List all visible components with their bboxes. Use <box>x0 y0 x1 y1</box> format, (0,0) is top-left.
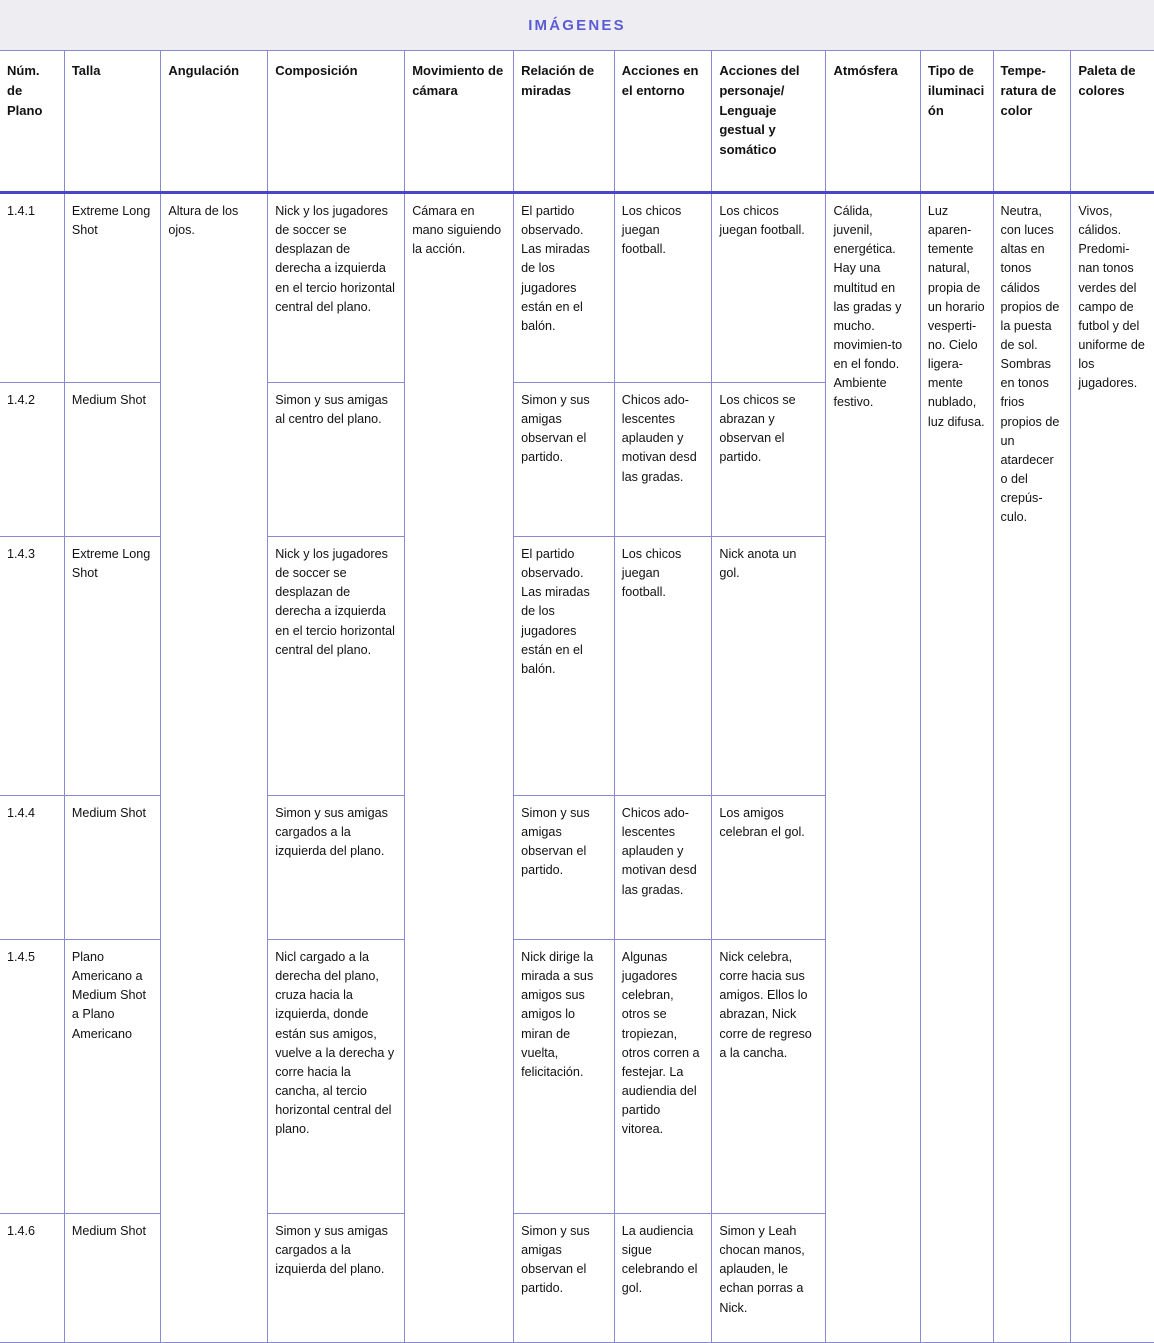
cell-paleta-colores-merged: Vivos, cálidos. Predomi-nan tonos verdes del campo de futbol y del uniforme de los jugadores. <box>1071 193 1154 1343</box>
cell-relacion-miradas: El partido observado. Las miradas de los jugadores están en el balón. <box>514 537 615 796</box>
column-header-movimiento-camara: Movimiento de cámara <box>405 51 514 193</box>
cell-composicion: Nick y los jugadores de soccer se desplazan de derecha a izquierda en el tercio horizontal central del plano. <box>268 537 405 796</box>
cell-acciones-personaje: Los chicos juegan football. <box>712 193 826 383</box>
cell-numero-plano: 1.4.6 <box>0 1214 64 1343</box>
cell-acciones-personaje: Nick celebra, corre hacia sus amigos. Ellos lo abrazan, Nick corre de regreso a la cancha. <box>712 940 826 1214</box>
cell-acciones-personaje: Simon y Leah chocan manos, aplauden, le echan porras a Nick. <box>712 1214 826 1343</box>
cell-relacion-miradas: El partido observado. Las miradas de los jugadores están en el balón. <box>514 193 615 383</box>
cell-numero-plano: 1.4.1 <box>0 193 64 383</box>
section-banner <box>0 0 1154 50</box>
cell-talla: Extreme Long Shot <box>64 193 161 383</box>
cell-atmosfera-merged: Cálida, juvenil, energética. Hay una multitud en las gradas y mucho. movimien-to en el fondo. Ambiente festivo. <box>826 193 920 1343</box>
cell-talla: Medium Shot <box>64 1214 161 1343</box>
cell-talla: Medium Shot <box>64 383 161 537</box>
column-header-temperatura-color: Tempe-ratura de color <box>993 51 1071 193</box>
table-header-row <box>0 51 1154 193</box>
cell-talla: Medium Shot <box>64 796 161 940</box>
cell-relacion-miradas: Simon y sus amigas observan el partido. <box>514 383 615 537</box>
cell-relacion-miradas: Nick dirige la mirada a sus amigos sus amigos lo miran de vuelta, felicitación. <box>514 940 615 1214</box>
cell-composicion: Nick y los jugadores de soccer se desplazan de derecha a izquierda en el tercio horizontal central del plano. <box>268 193 405 383</box>
table-row <box>0 193 1154 383</box>
cell-numero-plano: 1.4.4 <box>0 796 64 940</box>
column-header-tipo-iluminacion: Tipo de iluminación <box>920 51 993 193</box>
column-header-acciones-entorno: Acciones en el entorno <box>614 51 712 193</box>
cell-numero-plano: 1.4.2 <box>0 383 64 537</box>
cell-talla: Plano Americano a Medium Shot a Plano Americano <box>64 940 161 1214</box>
cell-numero-plano: 1.4.3 <box>0 537 64 796</box>
cell-relacion-miradas: Simon y sus amigas observan el partido. <box>514 796 615 940</box>
cell-composicion: Simon y sus amigas cargados a la izquierda del plano. <box>268 796 405 940</box>
column-header-numero-plano: Núm. de Plano <box>0 51 64 193</box>
column-header-paleta-colores: Paleta de colores <box>1071 51 1154 193</box>
shot-list-table <box>0 50 1154 1343</box>
cell-angulacion-merged: Altura de los ojos. <box>161 193 268 1343</box>
cell-acciones-entorno: Los chicos juegan football. <box>614 193 712 383</box>
cell-acciones-personaje: Los amigos celebran el gol. <box>712 796 826 940</box>
cell-acciones-entorno: Chicos ado-lescentes aplauden y motivan desd las gradas. <box>614 796 712 940</box>
page-title: IMÁGENES <box>528 16 626 34</box>
cell-temperatura-color-merged: Neutra, con luces altas en tonos cálidos propios de la puesta de sol. Sombras en tonos frios propios de un atardecer o del crepús-culo. <box>993 193 1071 1343</box>
cell-talla: Extreme Long Shot <box>64 537 161 796</box>
cell-composicion: Simon y sus amigas al centro del plano. <box>268 383 405 537</box>
cell-relacion-miradas: Simon y sus amigas observan el partido. <box>514 1214 615 1343</box>
column-header-relacion-miradas: Relación de miradas <box>514 51 615 193</box>
cell-movimiento-camara-merged: Cámara en mano siguiendo la acción. <box>405 193 514 1343</box>
cell-acciones-entorno: Los chicos juegan football. <box>614 537 712 796</box>
cell-acciones-entorno: La audiencia sigue celebrando el gol. <box>614 1214 712 1343</box>
column-header-talla: Talla <box>64 51 161 193</box>
cell-acciones-personaje: Los chicos se abrazan y observan el partido. <box>712 383 826 537</box>
cell-acciones-personaje: Nick anota un gol. <box>712 537 826 796</box>
cell-tipo-iluminacion-merged: Luz aparen-temente natural, propia de un horario vesperti-no. Cielo ligera-mente nublado, luz difusa. <box>920 193 993 1343</box>
column-header-acciones-personaje: Acciones del personaje/ Lenguaje gestual y somático <box>712 51 826 193</box>
column-header-angulacion: Angulación <box>161 51 268 193</box>
cell-composicion: Simon y sus amigas cargados a la izquierda del plano. <box>268 1214 405 1343</box>
cell-numero-plano: 1.4.5 <box>0 940 64 1214</box>
cell-acciones-entorno: Chicos ado-lescentes aplauden y motivan desd las gradas. <box>614 383 712 537</box>
column-header-composicion: Composición <box>268 51 405 193</box>
cell-acciones-entorno: Algunas jugadores celebran, otros se tropiezan, otros corren a festejar. La audiendia del partido vitorea. <box>614 940 712 1214</box>
column-header-atmosfera: Atmósfera <box>826 51 920 193</box>
cell-composicion: Nicl cargado a la derecha del plano, cruza hacia la izquierda, donde están sus amigos, vuelve a la derecha y corre hacia la cancha, al tercio horizontal central del plano. <box>268 940 405 1214</box>
